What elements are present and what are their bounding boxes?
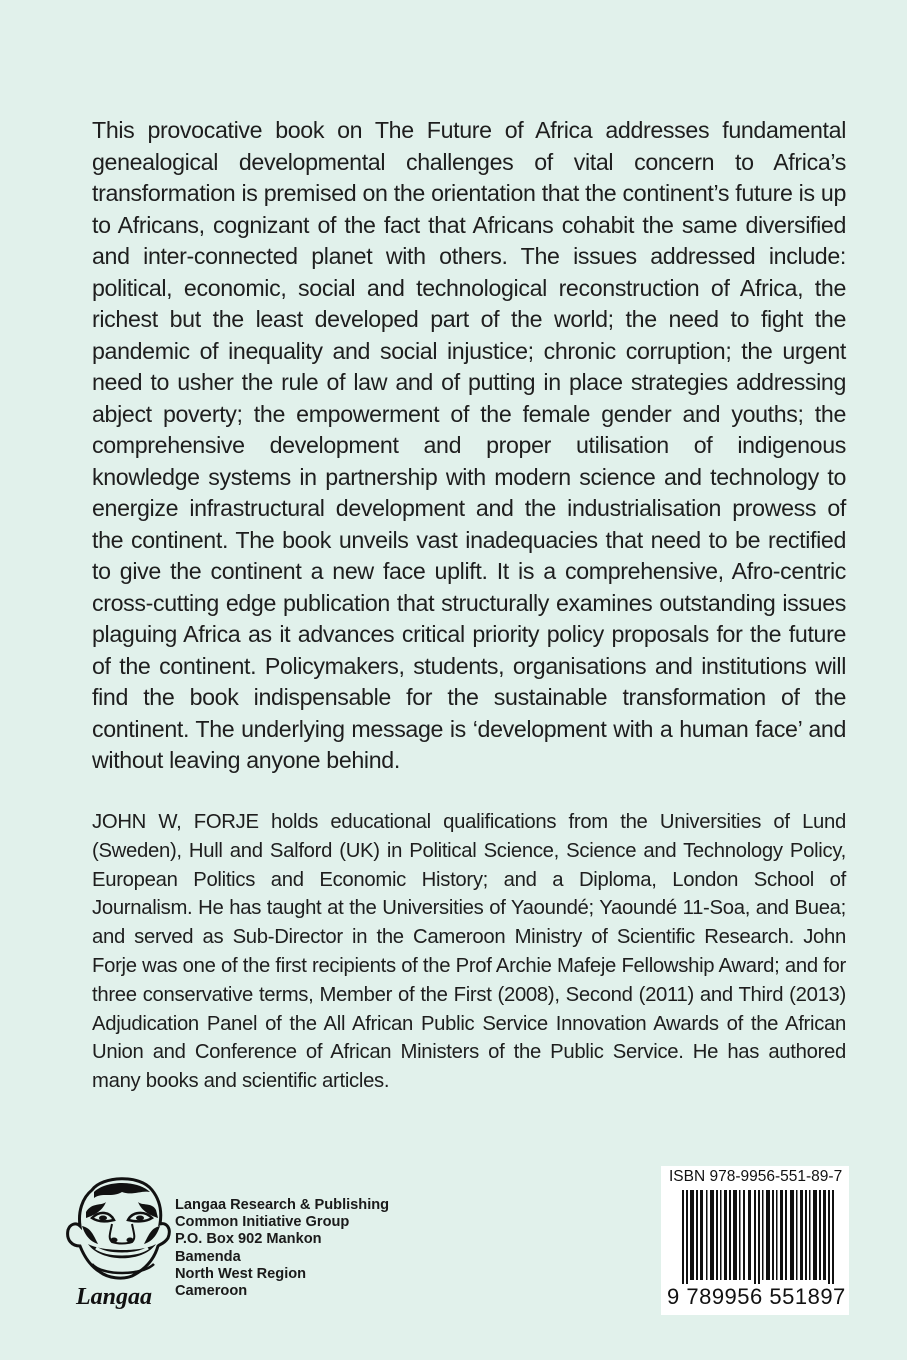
address-line: Cameroon <box>175 1283 248 1300</box>
publisher-address <box>175 1197 389 1300</box>
ean-digits: 9 789956 551897 <box>667 1284 846 1309</box>
publisher-logo <box>62 1172 174 1322</box>
address-line: Common Initiative Group <box>175 1214 350 1231</box>
author-biography: JOHN W, FORJE holds educational qualifications from the Universities of Lund (Sweden), Hull and Salford (UK) in Political Science, Science and Technology Policy, European Politics and Economic History; and a Diploma, London School of Journalism. He has taught at the Universities of Yaoundé; Yaoundé 11-Soa, and Buea; and served as Sub-Director in the Cameroon Ministry of Scientific Research. John Forje was one of the first recipients of the Prof Archie Mafeje Fellowship Award; and for three conservative terms, Member of the First (2008), Second (2011) and Third (2013) Adjudication Panel of the All African Public Service Innovation Awards of the African Union and Conference of African Ministers of the Public Service. He has authored many books and scientific articles. <box>92 811 846 1093</box>
isbn-label: ISBN 978-9956-551-89-7 <box>669 1168 843 1185</box>
address-line: Bamenda <box>175 1248 241 1265</box>
grinning-mask-face-icon <box>62 1172 174 1287</box>
publisher-logo-wordmark: Langaa <box>76 1284 153 1310</box>
address-line: P.O. Box 902 Mankon <box>175 1231 322 1248</box>
barcode-icon <box>672 1190 840 1290</box>
address-line: Langaa Research & Publishing <box>175 1197 390 1213</box>
back-cover-blurb: This provocative book on The Future of Africa addresses fundamental genealogical developmental challenges of vital concern to Africa’s transformation is premised on the orientation that the continent’s future is up to Africans, cognizant of the fact that Africans cohabit the same diversified and inter-connected planet with others. The issues addressed include: political, economic, social and technological reconstruction of Africa, the richest but the least developed part of the world; the need to fight the pandemic of inequality and social injustice; chronic corruption; the urgent need to usher the rule of law and of putting in place strategies addressing abject poverty; the empowerment of the female gender and youths; the comprehensive development and proper utilisation of indigenous knowledge systems in partnership with modern science and technology to energize infrastructural development and the industrialisation prowess of the continent. The book unveils vast inadequacies that need to be rectified to give the continent a new face uplift. It is a comprehensive, Afro-centric cross-cutting edge publication that structurally examines outstanding issues plaguing Africa as it advances critical priority policy proposals for the future of the continent. Policymakers, students, organisations and institutions will find the book indispensable for the sustainable transformation of the continent. The underlying message is ‘development with a human face’ and without leaving anyone behind. <box>92 117 846 773</box>
isbn-barcode-panel <box>661 1166 849 1315</box>
address-line: North West Region <box>175 1265 307 1282</box>
